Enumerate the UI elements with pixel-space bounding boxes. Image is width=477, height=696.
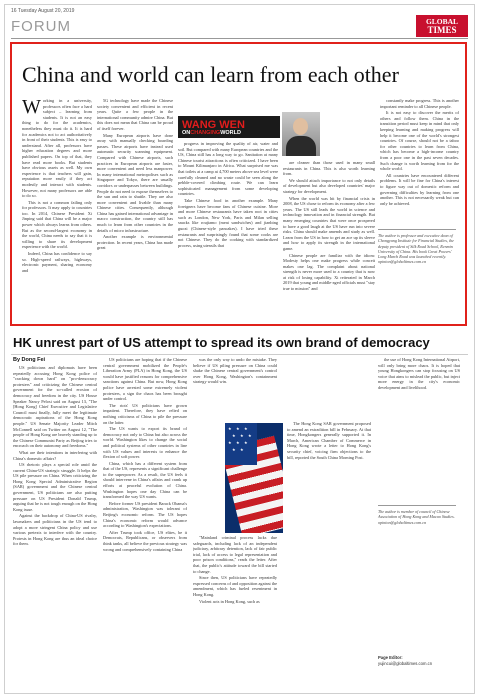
global-times-logo: GLOBAL TIMES xyxy=(416,15,468,37)
column-badge xyxy=(178,116,280,138)
header-divider xyxy=(11,38,468,39)
article2-column-4: the use of Hong Kong International Airport, will only bring more chaos. It is hoped that young Hongkongers can stop focusing on US voice that aims to mislead the public, but inject more energy in the city's economic development and livelihood. xyxy=(378,357,460,390)
us-flag-illustration: ★ ★ ★ ★ ★ ★ ★ ★ ★ ★ ★ xyxy=(225,423,283,533)
article2-divider xyxy=(11,354,468,355)
author-name: WANG WEN xyxy=(182,119,245,131)
section-title: FORUM xyxy=(11,18,71,35)
article-column-1: Working in a university, professors often face a hard subject – learning from students. It is not an easy thing to do for the academics, nonetheless they must do it. It is hard for academics not to act authoritatively in front of their students. This is easy to understand. After all, professors have higher education degrees and more published papers. On top of that, they have read more books. But students have obvious assets as well. My own experience is that teachers will gain, reputation more easily if they act modestly and interact with students. However, not many professors are able to do so. This is not a common failing only for professors. It may apply to countries too. In 2014, Chinese President Xi Jinping said that China will be a major power which always learns from others. But as the second-largest economy in the world, China needs to say that it is willing to share its development experience with the world. Indeed, China has confidence to say so. High-speed railways, highways, electronic payment, sharing economy and xyxy=(22,98,92,273)
article-column-5: constantly make progress. This is another important reminder to all Chinese people. It is not easy to discover the merits of others and follow them. China in the transition period must keep in mind that only keeping learning and making progress will help it become one of the world's strongest countries. Of course, should not be a taboo for other countries to learn from China, which has become a high-income country from a poor one in the past seven decades. Such change is worth learning from for the whole world. All countries have encountered different problems. It will be fine for China's interest to figure way out of domestic reform and governing difficulties by learning from one another. This is not necessarily weak but can only be achieved. xyxy=(380,98,459,206)
article2-column-2: US politicians are hoping that if the Chinese central government mobilized the People's Liberation Army (PLA) in Hong Kong, the US would have justified reasons for comprehensive sanctions against China. But now, Hong Kong police have arrested some extremely violent protesters, a sign the chaos has been brought under control. The riots' US politicians have grown impatient. Therefore, they have relied on nothing criticisms of China to pile the pressure on the latter. The US wants to export its brand of democracy not only to China but also across the world. Washington likes to change the social and political systems of other countries in line with US values and interests to enhance the flexion of soft power. China, which has a different system from that of the US, represents a significant challenge to the superpower. As a result, the US feels it should intervene in China's affairs and crank up efforts at peaceful evolution of China. Washington hopes one day China can be transformed the way US wants. Before former US president Barack Obama's administration, Washington was tolerant of Beijing's economic reform. The US hopes China's economic reform would advance according to Washington's expectations. After Trump took office, US elites, be it Democrats, Republicans, or observers from think tanks, all believe the previous strategy was wrong and comprehensively containing China xyxy=(103,357,187,552)
article2-byline: By Dong Fei xyxy=(13,357,46,363)
page-editor: Page Editor: yujincui@globaltimes.com.cn xyxy=(378,655,433,666)
article-column-2: 5G technology have made the Chinese society convenient and efficient in recent years. Quite a few people in the international community admire China. But this does not mean that China can be proud of itself forever. Many European airports have done away with manually checking boarding passes. These airports have instead used automatic security scanning equipment. Compared with Chinese airports, such practices in European airports are faster, more convenient and need less manpower. In many international metropolises such as Singapore and Tokyo, there are usually corridors or underpasses between buildings. People do not need to expose themselves to the sun and rain to shuttle. They are also more convenient and livable than many Chinese cities. Consequently, although China has gained international advantage in macro construction, the country still has much to learn from other countries in the details of micro infrastructure. Another example is environmental protection. In recent years, China has made great xyxy=(97,98,173,251)
featured-article xyxy=(10,42,467,326)
article2-column-3-top: was the only way to undo the mistake. They believe if US piling pressure on China could shake the Chinese central government's control over Hong Kong, Washington's containment strategy would win. xyxy=(193,357,277,385)
bio-divider xyxy=(378,229,456,230)
article-column-3: progress in improving the quality of air, water and soil. But compared with many European countries and the US, China still has a long way to go. Sanitation at many Chinese tourist attractions is often criticized. I have been to Mount Kilimanjaro in Africa. What surprised me was that toilets at a camp at 4,700 meters above sea level were carefully cleaned and no waste could be seen along the pebble-covered climbing route. We can learn sophisticated management from some developing countries. Take Chinese food in another example. Many foreigners have become fans of Chinese cuisine. More and more Chinese restaurants have taken root in cities such as London, New York, Paris and Milan selling snacks like roujiamo (meat sandwiches) and jianbing guozi (Chinese-style pancakes). I have tried these restaurants and surprisingly found that some cooks are not Chinese. They do the cooking with standardized process, using utensils that xyxy=(178,141,278,248)
author-bio: The author is professor and executive dean of Chongyang Institute for Financial Studies, the deputy president of Silk Road School, Renmin University of China. His book Great Powers' Long March Road was launched recently. opinion@globaltimes.com.cn xyxy=(378,233,454,265)
author-photo xyxy=(282,112,320,156)
article2-author-bio: The author is member of council of Chinese Association of Hong Kong and Macao Studies. opinion@globaltimes.com.cn xyxy=(378,509,455,525)
column-name: ONCHANGINGWORLD xyxy=(182,130,241,136)
bio2-divider xyxy=(378,505,456,506)
article2-headline: HK unrest part of US attempt to spread its own brand of democracy xyxy=(13,335,430,350)
article-headline: China and world can learn from each other xyxy=(22,62,399,87)
page-number-date: 16 Tuesday August 20, 2019 xyxy=(11,8,75,14)
article2-column-1: US politicians and diplomats have been repeatedly accusing Hong Kong police of "cracking down hard" on "pro-democracy protesters" and criticizing the Chinese central government for the so-called erosion of democracy and freedom in the city. US House Speaker Nancy Pelosi said on August 13, "The [Hong Kong] Chief Executive and Legislative Council must finally, fully meet the legitimate democratic aspirations of the Hong Kong people." US Senate Majority Leader Mitch McConnell said on Twitter on August 12, "The people of Hong Kong are bravely standing up to the Chinese Communist Party as Beijing tries to encroach on their autonomy and freedoms." What are their intentions in interfering with China's domestic affairs? US rhetoric plays a special role amid the current China-US strategic struggle. It helps the US pile pressure on China. When criticizing the Hong Kong Special Administrative Region (SAR) government and the Chinese central government, US politicians are also putting pressure on US President Donald Trump, arguing that he is not tough enough on the Hong Kong issue. Against the backdrop of China-US rivalry, lawmakers and politicians in the US tend to adopt a more stringent China policy and use various pretexts to interfere with the country. Protests in Hong Kong are thus an ideal choice for them. xyxy=(13,365,97,547)
newspaper-page xyxy=(4,4,475,694)
article-column-4: are cleaner than those used in many small restaurants in China. This is also worth learning from. We should attach importance to not only details of development but also developed countries' major strategy for development. When the world was hit by financial crisis in 2008, the US chose to reform its economy after a few years. The US still leads the world in science and technology innovation and in financial strength. But many emerging countries that were once prospered to have a good laugh at the US have run into severe risks. China should make amends and study as well. Learn from the US in how to get an ace up its sleeve and how to apply its strength in the international game. Chinese people are familiar with the idiom: Modesty helps one make progress while conceit makes one lag. The complaint about national strength is never more used to a country that is now at risk of losing capability. Xi reiterated in March 2019 that young and middle-aged officials must "stay true to mission" and xyxy=(283,160,375,292)
article2-column-3-mid: The Hong Kong SAR government proposed to amend an extradition bill in February. At that time, Hongkongers generally supported it. In March, American Chamber of Commerce in Hong Kong wrote a letter to Hong Kong's security chief, voicing firm objections to the bill, reported the South China Morning Post. xyxy=(287,421,371,460)
drop-cap: W xyxy=(22,98,41,118)
article2-column-3-bottom: "Mainland criminal process lacks due safeguards, including lack of an independent judiciary, arbitrary detention, lack of fair public trial, lack of access to legal representation and poor prison conditions," reads the letter. After that, the public's attitude toward the bill started to change. Since then, US politicians have repeatedly expressed concerns of and opposition against the amendment, which has fueled resentment in Hong Kong. Violent acts in Hong Kong, such as xyxy=(193,535,277,604)
